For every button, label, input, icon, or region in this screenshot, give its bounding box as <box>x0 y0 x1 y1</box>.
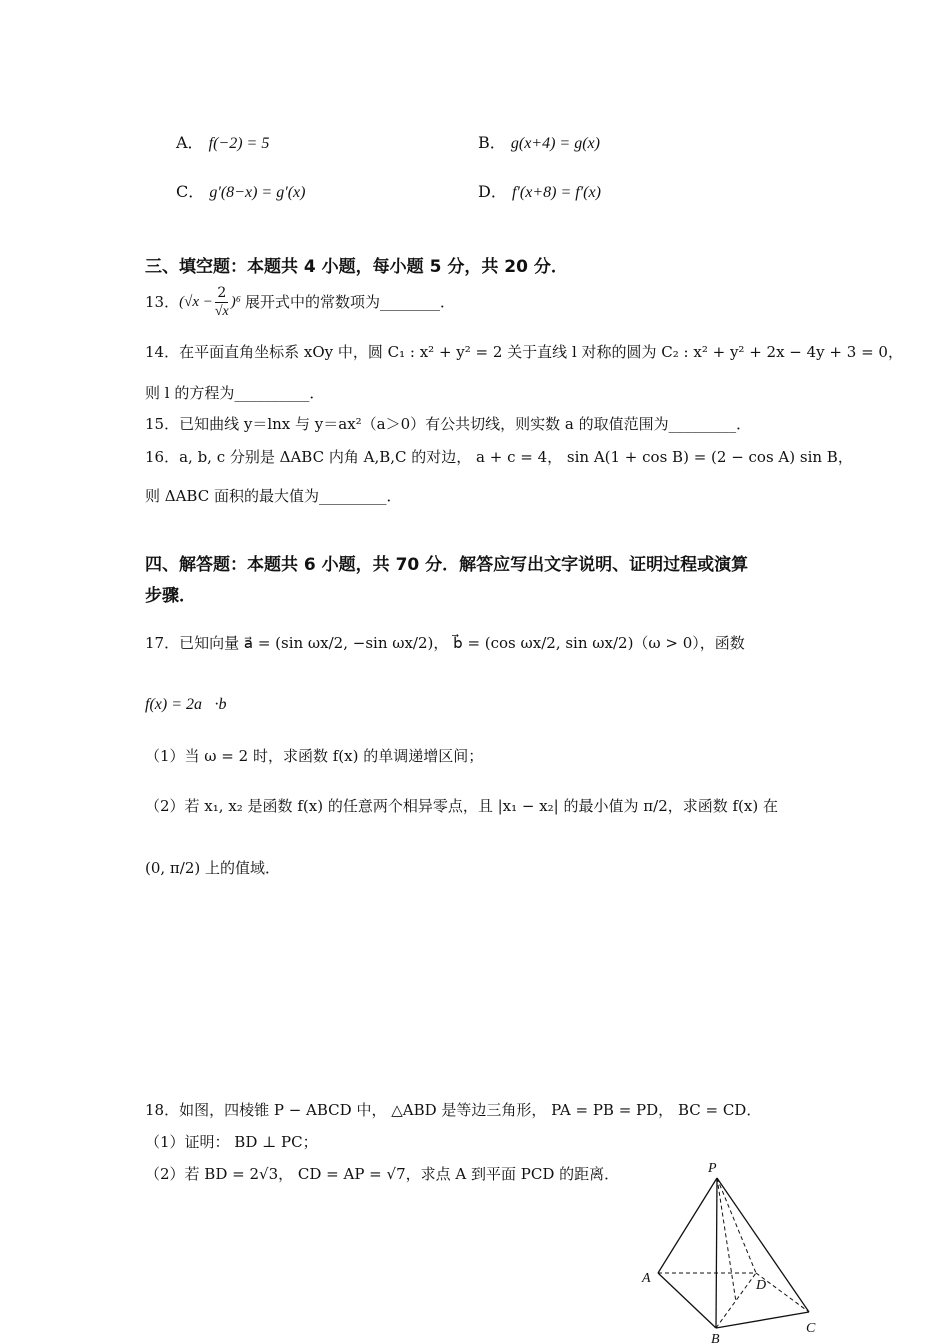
edge-bc <box>716 1312 809 1328</box>
label-c: C <box>806 1321 816 1336</box>
question-17-part1: （1）当 ω = 2 时，求函数 f(x) 的单调递增区间； <box>145 747 484 765</box>
q13-close: )⁶ <box>230 294 241 310</box>
label-b: B <box>711 1332 720 1344</box>
option-c-label: C． <box>176 182 205 201</box>
option-a-label: A． <box>176 133 204 152</box>
question-16-line2: 则 ΔABC 面积的最大值为_________． <box>145 487 402 505</box>
label-p: P <box>708 1161 717 1176</box>
q13-fraction <box>215 284 229 321</box>
section3-title: 三、填空题：本题共 4 小题，每小题 5 分，共 20 分． <box>145 257 568 277</box>
option-d-text: f′(x+8) = f′(x) <box>511 184 601 201</box>
edge-ab <box>658 1273 716 1328</box>
option-b-label: B． <box>478 133 506 152</box>
pyramid-figure <box>636 1152 826 1344</box>
question-15: 15．已知曲线 y＝lnx 与 y＝ax²（a＞0）有公共切线，则实数 a 的取值范围为_________． <box>145 415 752 433</box>
label-a: A <box>642 1271 651 1286</box>
question-16-line1: 16．a, b, c 分别是 ΔABC 内角 A,B,C 的对边， a + c = 4， sin A(1 + cos B) = (2 − cos A) sin B， <box>145 448 853 466</box>
option-d-label: D． <box>478 182 507 201</box>
question-17-line2: f(x) = 2a⃗·b⃗． <box>145 696 252 713</box>
option-a <box>176 130 269 153</box>
option-b-text: g(x+4) = g(x) <box>510 135 600 152</box>
option-b <box>478 130 600 153</box>
question-18-line1: 18．如图，四棱锥 P − ABCD 中， △ABD 是等边三角形， PA = PB = PD， BC = CD． <box>145 1101 762 1119</box>
edge-pa <box>658 1178 717 1273</box>
question-17-line1: 17．已知向量 a⃗ = (sin ωx/2, −sin ωx/2)， b⃗ = (cos ωx/2, sin ωx/2)（ω > 0），函数 <box>145 634 745 652</box>
option-d <box>478 179 601 202</box>
q13-fraction-numerator: 2 <box>217 284 227 301</box>
question-18-part1: （1）证明： BD ⊥ PC； <box>145 1133 318 1151</box>
question-13 <box>145 280 455 324</box>
section4-title-line2: 步骤． <box>145 586 196 606</box>
question-14-line2: 则 l 的方程为__________． <box>145 384 325 402</box>
q13-number: 13． <box>145 293 180 311</box>
section4-title-line1: 四、解答题：本题共 6 小题，共 70 分．解答应写出文字说明、证明过程或演算 <box>145 555 749 575</box>
label-d: D <box>756 1278 767 1293</box>
question-14-line1: 14．在平面直角坐标系 xOy 中，圆 C₁ : x² + y² = 2 关于直线 l 对称的圆为 C₂ : x² + y² + 2x − 4y + 3 = 0， <box>145 343 903 361</box>
question-17-part2b: (0, π/2) 上的值域． <box>145 859 281 877</box>
q13-open: (√x − <box>179 294 213 310</box>
option-c-text: g′(8−x) = g′(x) <box>209 184 306 201</box>
question-18-part2: （2）若 BD = 2√3， CD = AP = √7，求点 A 到平面 PCD 的距离． <box>145 1165 620 1183</box>
q13-text: 展开式中的常数项为________． <box>244 293 455 311</box>
height-hidden <box>717 1178 736 1302</box>
edge-bd-hidden <box>716 1273 756 1328</box>
edge-pb <box>716 1178 717 1328</box>
q13-fraction-denominator: √x <box>214 303 229 319</box>
option-a-text: f(−2) = 5 <box>208 135 270 152</box>
question-17-part2: （2）若 x₁, x₂ 是函数 f(x) 的任意两个相异零点，且 |x₁ − x₂| 的最小值为 π/2，求函数 f(x) 在 <box>145 797 778 815</box>
option-c <box>176 179 305 202</box>
